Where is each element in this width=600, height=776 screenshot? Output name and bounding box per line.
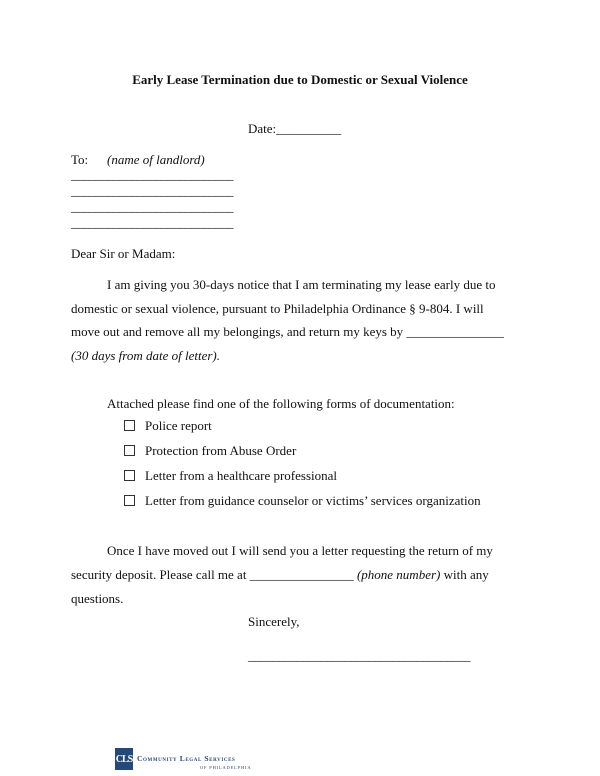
documentation-option xyxy=(124,493,481,509)
salutation: Dear Sir or Madam: xyxy=(71,246,176,261)
checkbox-icon xyxy=(124,420,135,431)
to-label: To: xyxy=(71,152,89,167)
address-line: ___________________________ xyxy=(71,167,233,182)
paragraph1-note: (30 days from date of letter). xyxy=(71,348,220,363)
closing: Sincerely, xyxy=(248,614,300,629)
phone-number-placeholder: (phone number) xyxy=(356,567,441,582)
paragraph1-line: move out and remove all my belongings, and return my keys by _______________ xyxy=(71,324,504,339)
documentation-option-label: Letter from a healthcare professional xyxy=(145,468,338,483)
address-line: ___________________________ xyxy=(71,215,233,230)
paragraph2-line: Once I have moved out I will send you a letter requesting the return of my xyxy=(107,543,493,558)
attached-intro: Attached please find one of the following forms of documentation: xyxy=(107,396,455,411)
signature-line: _____________________________________ xyxy=(248,648,470,663)
paragraph1-line: I am giving you 30-days notice that I am terminating my lease early due to xyxy=(107,277,496,292)
footer-org-name: Community Legal Services xyxy=(137,754,236,763)
landlord-name-placeholder: (name of landlord) xyxy=(107,152,205,167)
footer-org-sub: OF PHILADELPHIA xyxy=(200,765,252,770)
documentation-option-label: Protection from Abuse Order xyxy=(145,443,297,458)
checkbox-icon xyxy=(124,495,135,506)
documentation-option-label: Police report xyxy=(145,418,212,433)
checkbox-icon xyxy=(124,470,135,481)
address-line: ___________________________ xyxy=(71,199,233,214)
paragraph2-text: security deposit. Please call me at ________________ xyxy=(71,567,357,582)
cls-logo-icon: CLS xyxy=(115,748,133,770)
paragraph2-line xyxy=(71,567,489,583)
documentation-option xyxy=(124,418,212,434)
address-line: ___________________________ xyxy=(71,183,233,198)
document-title: Early Lease Termination due to Domestic or Sexual Violence xyxy=(132,72,468,87)
paragraph2-text: with any xyxy=(440,567,489,582)
documentation-option-label: Letter from guidance counselor or victims’ services organization xyxy=(145,493,481,508)
date-line: Date:__________ xyxy=(248,121,342,136)
documentation-option xyxy=(124,468,337,484)
paragraph1-line: domestic or sexual violence, pursuant to Philadelphia Ordinance § 9-804. I will xyxy=(71,301,484,316)
paragraph2-line: questions. xyxy=(71,591,124,606)
checkbox-icon xyxy=(124,445,135,456)
documentation-option xyxy=(124,443,296,459)
